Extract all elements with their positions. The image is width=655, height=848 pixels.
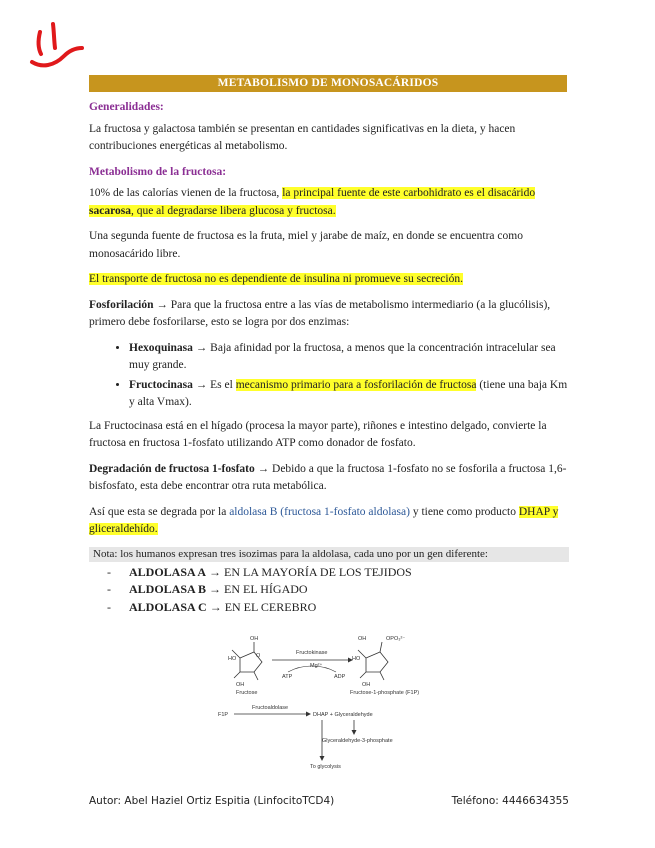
f1p-oh-label-2: OH (362, 682, 371, 688)
list-item: - ALDOLASA C → EN EL CEREBRO (107, 599, 317, 614)
mg-label: Mg²⁺ (310, 663, 323, 669)
paragraph-degradacion: Degradación de fructosa 1-fosfato → Debido a que la fructosa 1-fosfato no se fosforila a fructosa 1,6-bisfosfato, esta debe encontrar otra ruta metabólica. (89, 462, 567, 492)
fructose-ring-icon (232, 642, 262, 680)
aldolasa-list (89, 564, 569, 617)
arrow-head-icon (352, 730, 357, 735)
fructose-oh-label: OH (250, 636, 259, 642)
arrow-head-icon (306, 712, 311, 717)
paragraph-fosforilacion: Fosforilación → Para que la fructosa entre a las vías de metabolismo intermediario (a la glucólisis), primero debe fosforilarse, esto se logra por dos enzimas: (89, 298, 551, 328)
fructose-1-phosphate-ring-icon (358, 642, 388, 680)
f1p-ho-label: HO (352, 656, 361, 662)
note-box: Nota: los humanos expresan tres isozimas para la aldolasa, cada uno por un gen diferente: (89, 547, 569, 562)
fructose-oh-label-2: OH (236, 682, 245, 688)
dhap-glyceraldehyde-label: DHAP + Glyceraldehyde (313, 712, 373, 718)
enzyme-fructoaldolase: Fructoaldolase (252, 705, 289, 711)
paragraph-generalidades: La fructosa y galactosa también se presentan en cantidades significativas en la dieta, y hacen contribuciones energéticas al metabolismo. (89, 122, 516, 152)
footer-phone: Teléfono: 4446634355 (451, 795, 569, 807)
page-footer (89, 795, 569, 807)
paragraph-transporte: El transporte de fructosa no es dependiente de insulina ni promueve su secreción. (89, 273, 463, 285)
highlight-fuente: la principal fuente de este carbohidrato es el disacárido sacarosa, que al degradarse libera glucosa y fructosa. (89, 187, 536, 217)
arrow-head-icon (320, 756, 325, 761)
fructose-label: Fructose (236, 690, 258, 696)
page-title: METABOLISMO DE MONOSACÁRIDOS (89, 75, 567, 92)
f1p-oh-label: OH (358, 636, 367, 642)
g3p-label: Glyceraldehyde-3-phosphate (322, 738, 393, 744)
atp-label: ATP (282, 674, 293, 680)
paragraph-aldolasa: Así que esta se degrada por la aldolasa B (fructosa 1-fosfato aldolasa) y tiene como producto DHAP y gliceraldehído. (89, 505, 559, 535)
enzyme-list (89, 340, 569, 412)
paragraph-calorias: 10% de las calorías vienen de la fructosa, la principal fuente de este carbohidrato es el disacárido sacarosa, que al degradarse libera glucosa y fructosa. (89, 187, 536, 217)
list-item: - ALDOLASA A → EN LA MAYORÍA DE LOS TEJIDOS (107, 564, 412, 579)
glycolysis-label: To glycolysis (310, 764, 341, 770)
footer-author: Autor: Abel Haziel Ortiz Espitia (LinfocitoTCD4) (89, 795, 335, 807)
f1p-label: Fructose-1-phosphate (F1P) (350, 690, 420, 696)
list-item: • Hexoquinasa → Baja afinidad por la fructosa, a menos que la concentración intracelular sea muy grande. (129, 340, 569, 375)
handwritten-mark (24, 18, 88, 74)
heading-metabolismo: Metabolismo de la fructosa: (89, 165, 227, 178)
heading-generalidades: Generalidades: (89, 101, 164, 113)
fructose-ho-label: HO (228, 656, 237, 662)
adp-label: ADP (334, 674, 346, 680)
paragraph-fructocinasa: La Fructocinasa está en el hígado (procesa la mayor parte), riñones e intestino delgado, convierte la fructosa en fructosa 1-fosfato utilizando ATP como donador de fosfato. (89, 419, 547, 449)
fructose-o-label: O (256, 653, 261, 659)
list-item: - ALDOLASA B → EN EL HÍGADO (107, 582, 308, 596)
list-item: • Fructocinasa → Es el mecanismo primario para a fosforilación de fructosa (tiene una baja Km y alta Vmax). (129, 377, 569, 412)
document-body (89, 97, 569, 616)
fructose-metabolism-diagram (210, 630, 440, 770)
paragraph-fruta: Una segunda fuente de fructosa es la fruta, miel y jarabe de maíz, en donde se encuentra como monosacárido libre. (89, 230, 523, 260)
enzyme-fructokinase: Fructokinase (296, 650, 328, 656)
f1p-opo-label: OPO₃²⁻ (386, 636, 406, 642)
f1p-short-label: F1P (218, 712, 229, 718)
